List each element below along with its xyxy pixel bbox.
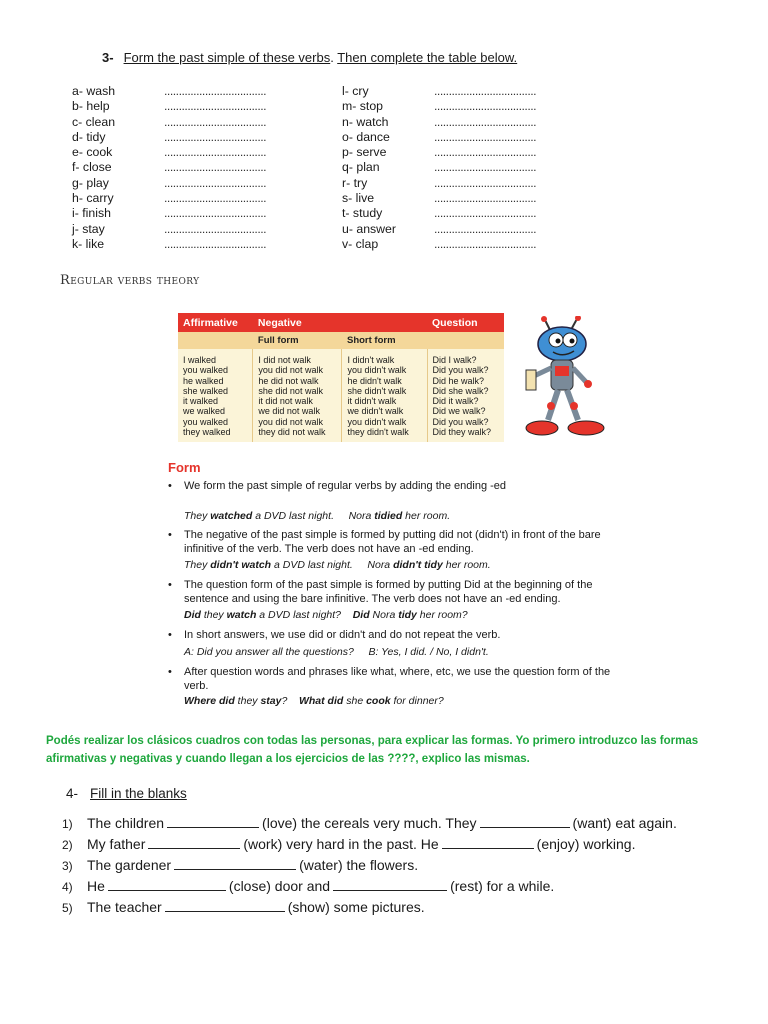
teacher-note: Podés realizar los clásicos cuadros con todas las personas, para explicar las formas. Yo primero introduzco las formas afirmativas y negativas y cuando llegan a los ejercicios de las ????, explico las mismas. <box>46 735 699 765</box>
table-cell: you did not walk <box>258 416 323 427</box>
table-cell: she didn't walk <box>347 385 407 396</box>
table-cell: I didn't walk <box>347 355 395 365</box>
verb-item <box>342 237 572 252</box>
fill-item-5: 5) The teacher (show) some pictures. <box>62 899 425 915</box>
table-cell: I did not walk <box>258 355 311 365</box>
blank-field[interactable] <box>165 897 285 912</box>
table-cell: Did he walk? <box>432 375 485 386</box>
verb-label: k- like <box>72 236 105 251</box>
answer-dots[interactable]: ................................... <box>164 114 267 129</box>
verb-label: v- clap <box>342 236 379 251</box>
table-cell: they walked <box>183 427 231 438</box>
answer-dots[interactable]: ................................... <box>434 84 537 98</box>
exercise-instruction: Fill in the blanks <box>90 786 187 801</box>
table-cell: it walked <box>183 396 219 407</box>
verb-label: u- answer <box>342 221 396 236</box>
verb-item <box>342 160 572 175</box>
table-cell: we walked <box>183 406 226 417</box>
table-cell: they did not walk <box>258 427 326 438</box>
example-4: A: Did you answer all the questions? B: Yes, I did. / No, I didn't. <box>184 646 489 658</box>
answer-dots[interactable]: ................................... <box>434 145 537 160</box>
verb-item <box>72 191 292 206</box>
verb-item <box>342 130 572 145</box>
verb-item <box>342 222 572 237</box>
answer-dots[interactable]: ................................... <box>434 160 537 175</box>
example-5: Where did they stay? What did she cook for dinner? <box>184 695 444 707</box>
table-cell: I walked <box>183 355 217 365</box>
table-cell: he did not walk <box>258 375 319 386</box>
verb-label: o- dance <box>342 129 390 144</box>
verb-list-right <box>342 84 572 252</box>
column-question <box>427 349 504 442</box>
bullet: • <box>168 629 172 641</box>
table-cell: Did you walk? <box>432 365 489 376</box>
blank-field[interactable] <box>174 855 296 870</box>
table-cell: we did not walk <box>258 406 320 417</box>
column-negative-short <box>342 349 427 442</box>
table-cell: he walked <box>183 375 224 386</box>
verb-item <box>72 99 292 114</box>
example-2: They didn't watch a DVD last night. Nora didn't tidy her room. <box>184 559 491 571</box>
verb-label: m- stop <box>342 99 383 114</box>
answer-dots[interactable]: ................................... <box>434 99 537 114</box>
form-title: Form <box>168 460 201 475</box>
verb-label: f- close <box>72 160 112 175</box>
verb-label: i- finish <box>72 206 111 221</box>
rule-4 <box>168 629 638 645</box>
table-cell: he didn't walk <box>347 375 402 386</box>
verb-item <box>342 145 572 160</box>
fill-item-2: 2) My father (work) very hard in the past. He (enjoy) working. <box>62 836 636 852</box>
verb-label: r- try <box>342 175 368 190</box>
verb-item <box>72 206 292 221</box>
answer-dots[interactable]: ................................... <box>434 129 537 144</box>
exercise-instruction-2: Then complete the table below. <box>337 50 518 65</box>
verb-item <box>72 145 292 160</box>
fill-item-4: 4) He (close) door and (rest) for a while. <box>62 878 555 894</box>
verb-label: t- study <box>342 206 383 221</box>
example-1: They watched a DVD last night. Nora tidied her room. <box>184 510 451 522</box>
verb-item <box>72 160 292 175</box>
bullet: • <box>168 666 172 678</box>
table-cell: Did they walk? <box>432 427 492 438</box>
table-cell: you walked <box>183 416 229 427</box>
answer-dots[interactable]: ................................... <box>164 145 267 160</box>
verb-label: d- tidy <box>72 129 106 144</box>
verb-label: g- play <box>72 175 109 190</box>
column-negative-full <box>253 349 342 442</box>
subheader-empty <box>178 332 253 349</box>
table-cell: we didn't walk <box>347 406 404 417</box>
header-negative: Negative <box>253 313 427 332</box>
answer-dots[interactable]: ................................... <box>164 129 267 144</box>
verb-item <box>72 130 292 145</box>
rule-text: In short answers, we use did or didn't and do not repeat the verb. <box>184 629 501 641</box>
blank-field[interactable] <box>333 876 447 891</box>
exercise-number: 4- <box>66 786 79 801</box>
verb-item <box>342 115 572 130</box>
verb-label: p- serve <box>342 145 387 160</box>
table-cell: you walked <box>183 365 229 376</box>
table-cell: you didn't walk <box>347 365 407 376</box>
header-affirmative: Affirmative <box>178 313 253 332</box>
blank-field[interactable] <box>480 813 570 828</box>
table-cell: it did not walk <box>258 396 313 407</box>
verb-item <box>342 84 572 99</box>
table-cell: they didn't walk <box>347 427 409 438</box>
subheader-full-form: Full form <box>253 332 342 349</box>
exercise-instruction-1: Form the past simple of these verbs <box>123 50 331 65</box>
answer-dots[interactable]: ................................... <box>434 191 537 206</box>
verb-label: h- carry <box>72 191 114 206</box>
verb-label: b- help <box>72 99 110 114</box>
table-cell: Did I walk? <box>432 355 477 365</box>
answer-dots[interactable]: ................................... <box>164 221 267 236</box>
rule-1 <box>168 480 638 496</box>
verb-list-left <box>72 84 292 252</box>
blank-field[interactable] <box>442 834 534 849</box>
table-cell: Did you walk? <box>432 416 489 427</box>
exercise-number: 3- <box>102 50 114 65</box>
rule-text: We form the past simple of regular verbs by adding the ending -ed <box>184 480 507 492</box>
blank-field[interactable] <box>108 876 226 891</box>
blank-field[interactable] <box>167 813 259 828</box>
table-cell: she did not walk <box>258 385 323 396</box>
blank-field[interactable] <box>148 834 240 849</box>
verb-label: q- plan <box>342 160 380 175</box>
verb-item <box>342 206 572 221</box>
verb-item <box>72 237 292 252</box>
verb-label: j- stay <box>72 221 105 236</box>
rule-2 <box>168 529 638 557</box>
verb-label: n- watch <box>342 114 389 129</box>
verb-label: s- live <box>342 191 375 206</box>
answer-dots[interactable]: ................................... <box>434 114 537 129</box>
example-3: Did they watch a DVD last night? Did Nora tidy her room? <box>184 609 468 621</box>
bullet: • <box>168 579 172 591</box>
verb-label: e- cook <box>72 145 113 160</box>
exercise-instruction-sep: . <box>330 50 338 65</box>
table-cell: you did not walk <box>258 365 323 376</box>
rule-text: After question words and phrases like what, where, etc, we use the question form of the verb. <box>184 666 611 692</box>
column-affirmative <box>178 349 253 442</box>
answer-dots[interactable]: ................................... <box>164 175 267 190</box>
table-cell: you didn't walk <box>347 416 407 427</box>
answer-dots[interactable]: ................................... <box>434 221 537 236</box>
exercise-4-title <box>66 786 187 801</box>
table-cell: Did she walk? <box>432 385 489 396</box>
answer-dots[interactable]: ................................... <box>164 236 267 251</box>
answer-dots[interactable]: ................................... <box>164 99 267 114</box>
verb-label: l- cry <box>342 84 369 98</box>
subheader-short-form: Short form <box>342 332 427 349</box>
rule-3 <box>168 579 638 607</box>
answer-dots[interactable]: ................................... <box>434 236 537 251</box>
bullet: • <box>168 480 172 492</box>
fill-item-1: 1) The children (love) the cereals very much. They (want) eat again. <box>62 815 677 831</box>
past-simple-table <box>178 313 504 442</box>
robot-illustration <box>520 316 620 444</box>
answer-dots[interactable]: ................................... <box>164 206 267 221</box>
table-cell: it didn't walk <box>347 396 397 407</box>
verb-label: a- wash <box>72 84 116 98</box>
verb-item <box>342 176 572 191</box>
verb-item <box>342 99 572 114</box>
verb-item <box>72 222 292 237</box>
verb-item <box>342 191 572 206</box>
bullet: • <box>168 529 172 541</box>
answer-dots[interactable]: ................................... <box>164 160 267 175</box>
subheader-empty-2 <box>427 332 504 349</box>
table-cell: Did it walk? <box>432 396 479 407</box>
exercise-3-title <box>102 50 517 65</box>
rule-5 <box>168 666 638 694</box>
rule-text: The negative of the past simple is formed by putting did not (didn't) in front of the bare infinitive of the verb. The verb does not have an -ed ending. <box>184 529 601 555</box>
answer-dots[interactable]: ................................... <box>434 206 537 221</box>
header-question: Question <box>427 313 504 332</box>
answer-dots[interactable]: ................................... <box>434 175 537 190</box>
verb-item <box>72 176 292 191</box>
table-cell: she walked <box>183 385 229 396</box>
fill-item-3: 3) The gardener (water) the flowers. <box>62 857 419 873</box>
verb-item <box>72 115 292 130</box>
theory-heading: Regular verbs theory <box>60 273 200 288</box>
answer-dots[interactable]: ................................... <box>164 191 267 206</box>
answer-dots[interactable]: ................................... <box>164 84 267 98</box>
rule-text: The question form of the past simple is formed by putting Did at the beginning of the sentence and using the bare infinitive. The verb does not have an -ed ending. <box>184 579 593 605</box>
table-cell: Did we walk? <box>432 406 486 417</box>
verb-item <box>72 84 292 99</box>
verb-label: c- clean <box>72 114 116 129</box>
